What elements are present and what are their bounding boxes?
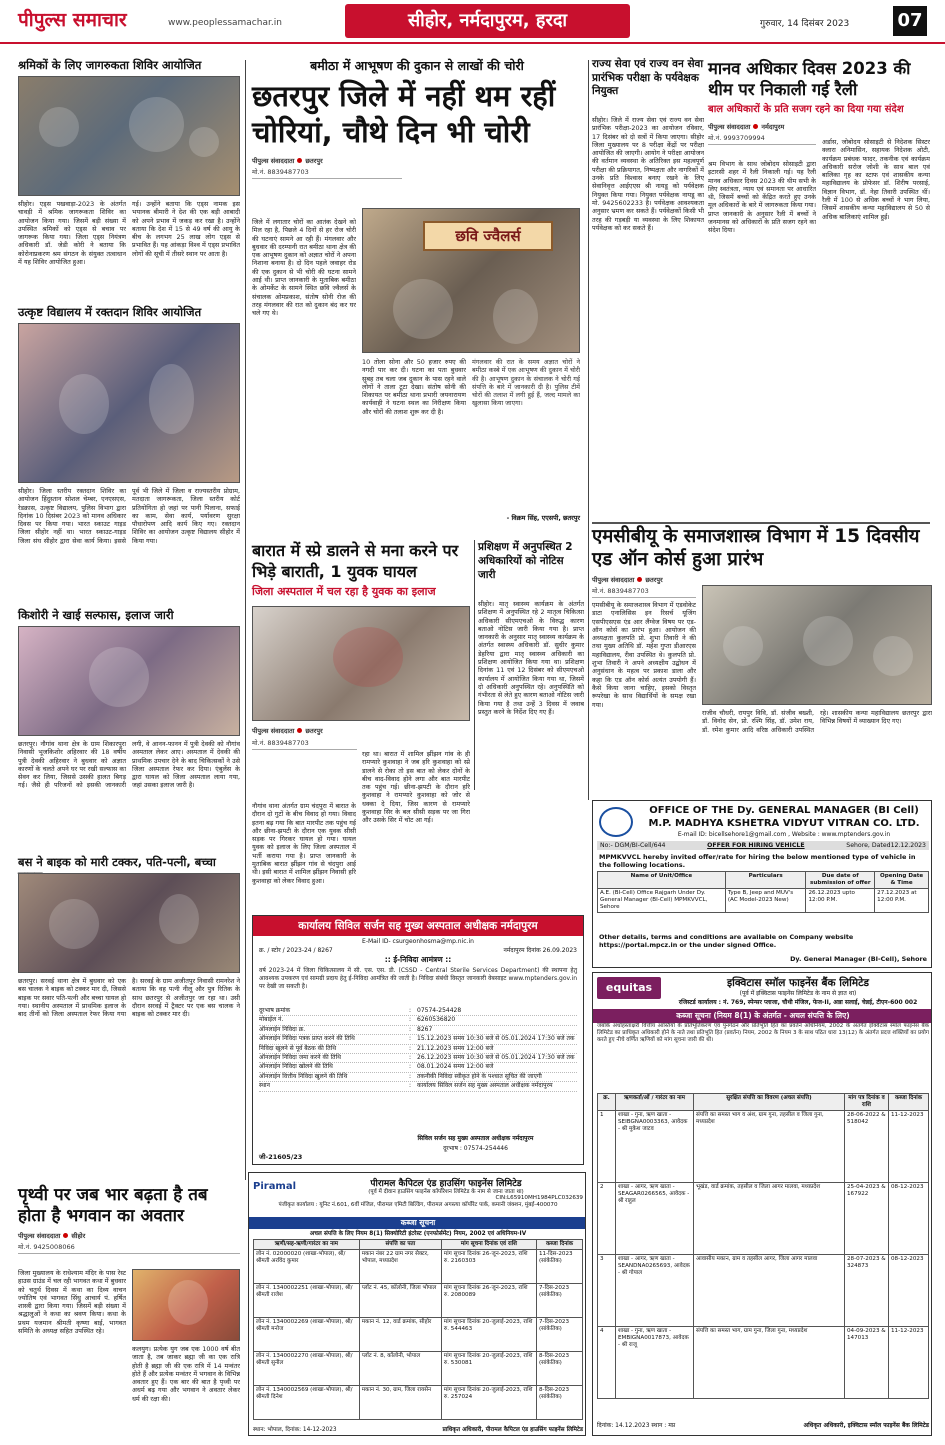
cs-detail-label: निविदा खुलने से पूर्व बैठक की तिथि bbox=[259, 1044, 337, 1052]
table-row bbox=[598, 889, 929, 913]
mcbu-body-b: राजीव चौधरी, रायपुर विवि, डॉ. संजीव बख्शी, डॉ. विनोद सेन, प्रो. रश्मि सिंह, डॉ. उमेश राय, डॉ. रमेश कुमार आदि वरिष्ठ अधिकारी उपस्थित रहे। शासकीय कन्या महाविद्यालय छतरपुर द्वारा विभिन्न विषयों में व्याख्यान दिए गए। bbox=[702, 709, 932, 734]
cs-detail-row: ऑनलाईन निविदा खोलने की तिथि : 08.01.2024 समय 12:00 बजे bbox=[259, 1063, 577, 1072]
equitas-logo: equitas bbox=[597, 977, 661, 999]
table-row bbox=[254, 1386, 583, 1420]
table-cell: 8-दिस-2023 (सांकेतिक) bbox=[537, 1352, 583, 1386]
cs-detail-row: ऑनलाईन वित्तीय निविदा खुलने की तिथि : तकनीकी निविदा स्वीकृत होने के पश्चात सूचित की जाएगी bbox=[259, 1073, 577, 1082]
mpkvvcl-date: Sehore, Dated12.12.2023 bbox=[846, 842, 926, 849]
website-url[interactable]: www.peoplessamachar.in bbox=[168, 18, 282, 28]
table-cell: लोन नं. 1340002251 (शाखा-भोपाल), श्री/श्रीमती राजेश bbox=[254, 1284, 360, 1318]
table-cell: मांग सूचना दिनांक 26-जून-2023, राशि रु. 2080089 bbox=[441, 1284, 536, 1318]
cs-detail-value: 07574-254428 bbox=[417, 1007, 462, 1014]
main-headline: छतरपुर जिले में नहीं थम रहीं चोरियां, चौथे दिन भी चोरी bbox=[252, 79, 556, 149]
story-kishori bbox=[18, 608, 240, 848]
mcbu-mobile: मो.नं. 8839487703 bbox=[592, 586, 696, 598]
table-row bbox=[254, 1318, 583, 1352]
mpkvvcl-note: Other details, terms and conditions are available on Company website https://portal.mpcz.in or the under signed Office. bbox=[599, 933, 854, 949]
table-cell: 27.12.2023 at 12:00 P.M. bbox=[875, 889, 929, 913]
mpkvvcl-signer: Dy. General Manager (BI-Cell), Sehore bbox=[790, 955, 927, 963]
mcbu-byline: पीपुल्स संवाददाता छतरपुर bbox=[592, 576, 663, 584]
story-headline: किशोरी ने खाई सल्फास, इलाज जारी bbox=[18, 608, 174, 622]
cs-detail-row: स्थान : कार्यालय सिविल सर्जन सह मुख्य अस्पताल अधीक्षक नर्मदापुरम bbox=[259, 1082, 577, 1091]
table-row bbox=[598, 1111, 929, 1183]
col-header: Due date of submission of offer bbox=[806, 872, 875, 889]
table-cell: लोन नं. 02000020 (शाखा-भोपाल), श्री/श्रीमती अरविंद कुमार bbox=[254, 1250, 360, 1284]
mcbu-story bbox=[592, 525, 932, 795]
cs-detail-row: निविदा खुलने से पूर्व बैठक की तिथि : 21.12.2023 समय 12:00 बजे bbox=[259, 1045, 577, 1054]
piramal-title: पीरामल कैपिटल एंड हाउसिंग फाइनेंस लिमिटेड bbox=[370, 1179, 522, 1189]
table-cell: लोन नं. 1340002270 (शाखा-भोपाल), श्री/श्रीमती सुनील bbox=[254, 1352, 360, 1386]
table-cell: 11-12-2023 bbox=[889, 1327, 929, 1399]
table-cell: लोन नं. 1340002269 (शाखा-भोपाल), श्री/श्रीमती मनोज bbox=[254, 1318, 360, 1352]
story-bhagwan bbox=[18, 1185, 240, 1435]
story-photo bbox=[18, 76, 240, 196]
cs-ji-no: जी-21605/23 bbox=[259, 1153, 303, 1161]
equitas-footer-left: दिनांक: 14.12.2023 स्थान : मप्र bbox=[597, 1422, 676, 1429]
table-cell: शाखा - गुना, ऋण खाता - EMBIGNA0017873, आवेदक - श्री राजू bbox=[616, 1327, 694, 1399]
main-byline: पीपुल्स संवाददाता छतरपुर bbox=[252, 157, 323, 165]
equitas-footer-right: अधिकृत अधिकारी, इक्विटास स्मॉल फाइनेंस बैंक लिमिटेड bbox=[803, 1422, 929, 1429]
cs-detail-row: दूरभाष क्रमांक : 07574-254428 bbox=[259, 1007, 577, 1016]
piramal-subtitle: (पूर्व में दीवान हाउसिंग फाइनेंस कॉर्पोरेशन लिमिटेड के नाम से जाना जाता था) bbox=[368, 1189, 524, 1195]
cs-detail-label: दूरभाष क्रमांक bbox=[259, 1007, 291, 1014]
main-photo-caption: मंगलवार की रात के समय अज्ञात चोरों ने बमीठा कस्बे में एक आभूषण की दुकान में चोरी की है। आभूषण दुकान के संचालक ने चोरी गई संपत्ति के बारे में जानकारी दी है। पुलिस टीमें चोरों की तलाश में लगी हुई हैं, जल्द मामले का खुलासा किया जाएगा। bbox=[472, 358, 580, 408]
table-cell: मांग सूचना दिनांक 26-जून-2023, राशि रु. 2160303 bbox=[441, 1250, 536, 1284]
equitas-notice-body: जबकि अधोहस्ताक्षरी वित्तीय आस्तियों के प्रतिभूतिकरण एवं पुनर्गठन और प्रतिभूति हित का प्रवर्तन अधिनियम, 2002 के अंतर्गत इक्विटास स्मॉल फाइनेंस बैंक लिमिटेड का प्राधिकृत अधिकारी होने के नाते तथा प्रतिभूति हित (प्रवर्तन) नियम, 2002 के नियम 3 के साथ पठित धारा 13(12) के अंतर्गत प्रदत्त शक्तियों का प्रयोग करते हुए नीचे वर्णित ऋणियों को मांग सूचना जारी की थी। bbox=[597, 1023, 929, 1044]
prashikshan-story bbox=[478, 540, 584, 910]
col-header: Name of Unit/Office bbox=[598, 872, 726, 889]
manav-body-b: अर्डास, जोबोदय सोसाइटी से निदेशक सिस्टर क्लारा अनिमासिन, सहायक निदेशक ओटी, कार्यक्रम प्रबंधक फादर, तकनीक एवं कार्यक्रम अधिकारी सरोज जोशी के साथ बाल एवं बालिका गृह का स्टाफ एवं शासकीय कन्या महाविद्यालय के प्रोफेसर डॉ. शिरीष परसाई, विज्ञान विभाग, डॉ. नेहा तिवारी उपस्थित थीं। रैली में 100 से अधिक बच्चों ने भाग लिया, जिसमें शासकीय कन्या महाविद्यालय से 50 से अधिक बालिकाएं शामिल हुईं। bbox=[822, 138, 930, 221]
table-cell: आवासीय मकान, ग्राम व तहसील आगर, जिला आगर मालवा bbox=[694, 1255, 845, 1327]
cs-detail-row: ऑनलाईन निविदा पत्रक प्राप्त करने की तिथि : 15.12.2023 समय 10:30 बजे से 05.01.2024 17:30 बजे तक bbox=[259, 1035, 577, 1044]
page-number: 07 bbox=[893, 6, 927, 36]
table-cell: मकान नंबर 22 ग्राम नगर सेक्टर, भोपाल, मध्यप्रदेश bbox=[359, 1250, 441, 1284]
piramal-notice-sub: अचल संपत्ति के लिए नियम 8(1) सिक्योरिटी इंटरेस्ट (एनफोर्समेंट) नियम, 2002 एवं अधिनियम-IV bbox=[309, 1231, 527, 1237]
cs-detail-label: ऑनलाईन निविदा पत्रक प्राप्त करने की तिथि bbox=[259, 1035, 355, 1043]
table-cell: मकान नं. 30, ग्राम, जिला रायसेन bbox=[359, 1386, 441, 1420]
table-cell: भूखंड, वार्ड क्रमांक, तहसील व जिला आगर मालवा, मध्यप्रदेश bbox=[694, 1183, 845, 1255]
prashikshan-headline: प्रशिक्षण में अनुपस्थित 2 अधिकारियों को नोटिस जारी bbox=[478, 541, 573, 581]
table-cell: प्लॉट नं. 8, कॉलोनी, भोपाल bbox=[359, 1352, 441, 1386]
story-photo bbox=[18, 873, 240, 973]
table-cell: 7-दिस-2023 (सांकेतिक) bbox=[537, 1284, 583, 1318]
story-body-b: कलयुग। प्रत्येक युग जब एक 1000 वर्ष बीत जाता है, तब जाकर ब्रह्मा जी का एक रात्रि होती है ब्रह्मा जी की एक रात्रि में 14 मन्वंतर होते हैं और प्रत्येक मन्वंतर में भगवान के विभिन्न अवतार हुए हैं। एक बार की बात है पृथ्वी पर अधर्म बढ़ गया और भगवान ने अवतार लेकर धर्म की रक्षा की। bbox=[132, 1345, 240, 1403]
main-quote-by: - विक्रम सिंह, एएसपी, छतरपुर bbox=[506, 514, 580, 522]
story-body: सीहोर। जिला स्तरीय रक्तदान शिविर का आयोजन हिंदुस्तान सोशल चेम्बर, एनएसएस, रेडक्रास, उत्कृष्ट विद्यालय, पुलिस विभाग द्वारा दिनांक 10 दिसंबर 2023 को मानव अधिकार दिवस पर किया गया। भारत स्काउट गाइड जिला सीहोर नहीं था। भारत स्काउट-गाइड जिला संघ सीहोर द्वारा सेवा कार्य किया। इससे पूर्व भी जिले में जिला व राज्यस्तरीय प्रोग्राम, मतदाता जागरूकता, जिला स्तरीय कोर्ट प्रतियोगिता हो जहां पर पानी पिलाना, सफाई का काम, सेवा कार्य, पर्यावरण सुरक्षा पौधारोपण आदि कार्य किए गए। रक्तदान शिविर का आयोजन उत्कृष्ट विद्यालय सीहोर में किया गया। bbox=[18, 487, 240, 545]
mpkvvcl-email[interactable]: E-mail ID: bicellsehore1@gmail.com , Website : www.mptenders.gov.in bbox=[677, 831, 891, 838]
manav-byline: पीपुल्स संवाददाता नर्मदापुरम bbox=[708, 123, 785, 131]
section-title: सीहोर, नर्मदापुरम, हरदा bbox=[407, 10, 568, 31]
story-byline: पीपुल्स संवाददाता सीहोर bbox=[18, 1232, 86, 1240]
story-raktdan bbox=[18, 305, 240, 605]
col-header: मांग सूचना दिनांक एवं राशि bbox=[441, 1240, 536, 1250]
cs-detail-row: मोबाईल नं. : 6260536820 bbox=[259, 1016, 577, 1025]
rajya-headline: राज्य सेवा एवं राज्य वन सेवा प्रारंभिक परीक्षा के पर्यवेक्षक नियुक्त bbox=[592, 58, 704, 97]
table-cell: 4 bbox=[598, 1327, 616, 1399]
table-cell: शाखा - गुना, ऋण खाता - SEIBGNA0003363, आवेदक - श्री मुकेश जाटव bbox=[616, 1111, 694, 1183]
table-cell: 08-12-2023 bbox=[889, 1255, 929, 1327]
piramal-address: पंजीकृत कार्यालय : यूनिट नं.601, 6वीं मंजिल, पीरामल एमिटी बिल्डिंग, पीरामल अगस्त्या कॉर्पोरेट पार्क, कमानी जंक्शन, मुंबई-400070 bbox=[278, 1202, 558, 1208]
table-row bbox=[254, 1352, 583, 1386]
rally-photo bbox=[592, 522, 930, 524]
barat-photo bbox=[252, 606, 470, 721]
story-headline: उत्कृष्ट विद्यालय में रक्तदान शिविर आयोजित bbox=[18, 305, 202, 319]
cs-date: नर्मदापुरम दिनांक 26.09.2023 bbox=[503, 947, 577, 954]
story-shramik bbox=[18, 58, 240, 298]
masthead bbox=[0, 0, 945, 44]
cs-detail-value: 6260536820 bbox=[417, 1016, 456, 1024]
barat-byline: पीपुल्स संवाददाता छतरपुर bbox=[252, 727, 323, 735]
cs-signer: सिविल सर्जन सह मुख्य अस्पताल अधीक्षक नर्मदापुरम bbox=[417, 1135, 534, 1142]
col-header: क्र. bbox=[598, 1094, 616, 1111]
cs-detail-row: ऑनलाईन निविदा जमा करने की तिथि : 26.12.2023 समय 10:30 बजे से 05.01.2024 17:30 बजे तक bbox=[259, 1054, 577, 1063]
cs-detail-label: ऑनलाईन वित्तीय निविदा खुलने की तिथि bbox=[259, 1072, 348, 1080]
cs-detail-label: ऑनलाईन निविदा क्र. bbox=[259, 1025, 306, 1033]
cs-ref: क्र. / स्टोर / 2023-24 / 8267 bbox=[259, 947, 333, 954]
equitas-title: इक्विटास स्मॉल फाइनेंस बैंक लिमिटेड bbox=[726, 977, 870, 989]
piramal-cin: CIN:L65910MH1984PLC032639 bbox=[495, 1195, 583, 1201]
table-cell: 08-12-2023 bbox=[889, 1183, 929, 1255]
table-cell: A.E. (BI-Cell) Office Rajgarh Under Dy. General Manager (BI-Cell) MPMKVVCL, Sehore bbox=[598, 889, 726, 913]
table-row bbox=[598, 1183, 929, 1255]
cs-detail-label: ऑनलाईन निविदा जमा करने की तिथि bbox=[259, 1054, 341, 1062]
story-headline: पृथ्वी पर जब भार बढ़ता है तब होता है भगवान का अवतार bbox=[18, 1185, 208, 1226]
cs-notice-title: :: ई-निविदा आमंत्रण :: bbox=[384, 955, 452, 964]
table-cell: शाखा - आगर, ऋण खाता - SEANDNA0265693, आवेदक - श्री गोपाल bbox=[616, 1255, 694, 1327]
table-row bbox=[254, 1250, 583, 1284]
shop-signboard: छवि ज्वैलर्स bbox=[423, 221, 553, 251]
equitas-subtitle: (पूर्व में इक्विटास फाइनेंस लिमिटेड के नाम से ज्ञात था) bbox=[739, 990, 857, 997]
table-cell: 04-09-2023 & 147013 bbox=[845, 1327, 889, 1399]
piramal-footer-right: प्राधिकृत अधिकारी, पीरामल कैपिटल एंड हाउसिंग फाइनेंस लिमिटेड bbox=[442, 1427, 583, 1433]
table-row bbox=[598, 1255, 929, 1327]
table-cell: लोन नं. 1340002569 (शाखा-भोपाल), श्री/श्रीमती दिनेश bbox=[254, 1386, 360, 1420]
table-row bbox=[254, 1284, 583, 1318]
col-header: कब्जा दिनांक bbox=[889, 1094, 929, 1111]
cs-detail-label: स्थान bbox=[259, 1082, 270, 1090]
cs-intro: वर्ष 2023-24 में जिला चिकित्सालय में सी. एस. एस. डी. (CSSD - Central Sterile Services Department) की स्थापना हेतु आवश्यक उपकरण एवं सामग्री प्रदाय हेतु ई-निविदा आमंत्रित की जाती है। निविदा संबंधी विस्तृत जानकारी वेबसाइट www.mptenders.gov.in पर देखी जा सकती है। bbox=[259, 967, 577, 990]
col-header: कब्जा दिनांक bbox=[537, 1240, 583, 1250]
manav-headline: मानव अधिकार दिवस 2023 की थीम पर निकाली गई रैली bbox=[708, 59, 911, 99]
table-cell: संपत्ति का समस्त भाग, ग्राम गुना, जिला गुना, मध्यप्रदेश bbox=[694, 1327, 845, 1399]
cs-detail-label: ऑनलाईन निविदा खोलने की तिथि bbox=[259, 1063, 333, 1071]
rajya-seva-story bbox=[592, 58, 704, 518]
piramal-logo: Piramal bbox=[253, 1181, 297, 1192]
cs-detail-value: 26.12.2023 समय 10:30 बजे से 05.01.2024 17:30 बजे तक bbox=[417, 1054, 575, 1062]
manav-story bbox=[708, 58, 930, 528]
story-photo bbox=[132, 1269, 240, 1341]
manav-subhead: बाल अधिकारों के प्रति सजग रहने का दिया गया संदेश bbox=[708, 104, 904, 115]
table-cell: 8-दिस-2023 (सांकेतिक) bbox=[537, 1386, 583, 1420]
main-mobile: मो.नं. 8839487703 bbox=[252, 167, 402, 179]
table-cell: 7-दिस-2023 (सांकेतिक) bbox=[537, 1318, 583, 1352]
cs-detail-value: 15.12.2023 समय 10:30 बजे से 05.01.2024 17:30 बजे तक bbox=[417, 1035, 575, 1043]
mpkvvcl-ad bbox=[592, 800, 932, 968]
brand-logo: पीपुल्स समाचार bbox=[18, 9, 127, 31]
equitas-table bbox=[597, 1093, 929, 1399]
story-body: गई। उन्होंने बताया कि एड्स नामक इस भयानक बीमारी ने देश की एक बड़ी आबादी को अपने प्रभाव में जकड़ कर रखा है। उन्होंने बताया कि देश में 15 से 49 वर्ष की आयु के बीच के लगभग 25 लाख लोग एड्स से प्रभावित हैं। यह आंकड़ा विश्व में एड्स प्रभावित लोगों की सूची में तीसरे स्थान पर आता है। bbox=[132, 200, 240, 258]
story-headline: बस ने बाइक को मारी टक्कर, पति-पत्नी, बच्चा bbox=[18, 855, 216, 869]
cs-detail-value: तकनीकी निविदा स्वीकृत होने के पश्चात सूचित की जाएगी bbox=[417, 1072, 542, 1080]
story-headline: श्रमिकों के लिए जागरुकता शिविर आयोजित bbox=[18, 58, 202, 72]
barat-subhead: जिला अस्पताल में चल रहा है युवक का इलाज bbox=[252, 585, 436, 598]
table-cell: मांग सूचना दिनांक 20-जुलाई-2023, राशि रु. 530081 bbox=[441, 1352, 536, 1386]
mpkvvcl-offer: OFFER FOR HIRING VEHICLE bbox=[707, 842, 805, 849]
mpkvvcl-intro: MPMKVVCL hereby invited offer/rate for hiring the below mentioned type of vehicle in the following locations. bbox=[599, 853, 916, 869]
mcbu-headline: एमसीबीयू के समाजशास्त्र विभाग में 15 दिवसीय एड ऑन कोर्स हुआ प्रारंभ bbox=[592, 526, 920, 570]
col-header: ऋणी/सह-ऋणी/गारंटर का नाम bbox=[254, 1240, 360, 1250]
cs-detail-row: ऑनलाईन निविदा क्र. : 8267 bbox=[259, 1026, 577, 1035]
mpkvvcl-table bbox=[597, 871, 929, 913]
main-kicker: बमीठा में आभूषण की दुकान से लाखों की चोरी bbox=[310, 58, 524, 73]
table-cell: संपत्ति का समस्त भाग व अंश, ग्राम गुना, तहसील व जिला गुना, मध्यप्रदेश bbox=[694, 1111, 845, 1183]
table-row bbox=[598, 1327, 929, 1399]
table-cell: प्लॉट नं. 45, कॉलोनी, जिला भोपाल bbox=[359, 1284, 441, 1318]
cs-detail-value: 21.12.2023 समय 12:00 बजे bbox=[417, 1044, 494, 1052]
equitas-address: रजिस्टर्ड कार्यालय : नं. 769, स्पेन्सर प्लाजा, चौथी मंजिल, फेज-II, अन्ना सलाई, चेन्नई, टीएन-600 002 bbox=[678, 999, 918, 1006]
cs-detail-value: 8267 bbox=[417, 1025, 433, 1033]
main-story bbox=[252, 58, 582, 533]
table-cell: 1 bbox=[598, 1111, 616, 1183]
table-cell: मांग सूचना दिनांक 20-जुलाई-2023, राशि रु. 257024 bbox=[441, 1386, 536, 1420]
manav-body-a: श्रम विभाग के साथ जोबोदय सोसाइटी द्वारा इटारसी शहर में रैली निकाली गई। यह रैली मानव अधिकार दिवस 2023 की थीम सभी के लिए स्वतंत्रता, न्याय एवं समानता पर आधारित थी, जिसमें बच्चों को केंद्रित करते हुए उनके मूल अधिकारों के बारे में जागरुकता किया गया। प्राप्त जानकारी के अनुसार रैली में बच्चों ने जनमानस को अधिकारों के प्रति सजग रहने का संदेश दिया। bbox=[708, 160, 816, 235]
prashikshan-body: सीहोर। मातृ स्वास्थ्य कार्यक्रम के अंतर्गत प्रशिक्षण में अनुपस्थित रहे 2 मातृत्व चिकित्सा अधिकारी सीएमएचओ के विरुद्ध कारण बताओ नोटिस जारी किया गया है। प्राप्त जानकारी के अनुसार मातृ स्वास्थ्य कार्यक्रम के अंतर्गत स्वास्थ्य अधिकारी डॉ. सुधीर कुमार डेहरिया द्वारा मातृ स्वास्थ्य अधिकारी का प्रशिक्षण आयोजित किया गया था। प्रशिक्षण दिनांक 11 एवं 12 दिसंबर को सीएमएचओ कार्यालय में आयोजित किया गया था, जिसमें दो अधिकारी अनुपस्थित रहे। अनुपस्थिति को गंभीरता से लेते हुए कारण बताओ नोटिस जारी किया गया है तथा उन्हें 3 दिवस में जवाब प्रस्तुत करने के निर्देश दिए गए हैं। bbox=[478, 600, 584, 716]
story-bus bbox=[18, 855, 240, 1065]
table-cell: 26.12.2023 upto 12:00 P.M. bbox=[806, 889, 875, 913]
col-header: Opening Date & Time bbox=[875, 872, 929, 889]
table-cell: 11-12-2023 bbox=[889, 1111, 929, 1183]
mpkvvcl-title2: M.P. MADHYA KSHETRA VIDYUT VITRAN CO. LTD. bbox=[648, 818, 920, 829]
equitas-notice-title: कब्जा सूचना (नियम 8(1) के अंतर्गत - अचल संपत्ति के लिए) bbox=[593, 1009, 932, 1023]
mpkvvcl-title1: OFFICE OF THE Dy. GENERAL MANAGER (BI Cell) bbox=[649, 805, 919, 816]
mcbu-body: एमसीबीयू के समाजशास्त्र विभाग में एडवोकेट डाटा एनालिसिस इन रिसर्च यूजिंग एसपीएसएस एंड आर लैंग्वेज विषय पर एड-ऑन कोर्स का प्रारंभ हुआ। आयोजन की अध्यक्षता कुलपति प्रो. शुभा तिवारी ने की तथा मुख्य अतिथि डॉ. महेश गुप्ता डीआरएस महाविद्यालय, रीवा उपस्थित थे। कुलपति प्रो. शुभा तिवारी ने अपने अध्यक्षीय उद्बोधन में अनुसंधान के महत्व पर प्रकाश डाला और कहा कि एड ऑन कोर्स अत्यंत उपयोगी हैं। कैसे किया जाना चाहिए, इसको विस्तृत रूपरेखा के साथ विद्यार्थियों के समक्ष रखा गया। bbox=[592, 601, 696, 709]
cs-phone: दूरभाष : 07574-254446 bbox=[443, 1145, 508, 1152]
table-cell: 2 bbox=[598, 1183, 616, 1255]
civil-surgeon-ad bbox=[252, 915, 584, 1165]
issue-date: गुरुवार, 14 दिसंबर 2023 bbox=[760, 19, 850, 29]
mcbu-photo bbox=[702, 585, 932, 705]
main-col-a: जिले में लगातार चोरों का आतंक देखने को मिल रहा है, पिछले 4 दिनों से हर रोज चोरी की घटनाएं सामने आ रही हैं। मंगलवार और बुधवार की दरम्यानी रात बमीठा थाना क्षेत्र की एक आभूषण दुकान को अज्ञात चोरों ने अपना निशाना बनाया है। दो दिन पहले जवाहर रोड की एक दुकान से भी चोरी की घटना सामने आई थी। प्राप्त जानकारी के मुताबिक बमीठा के ओमर्केट के सामने स्थित छवि ज्वैलर्स के संचालक ओमप्रकाश, संतोष सोनी रोज की तरह मंगलवार की रात को दुकान बंद कर घर चले गए थे। bbox=[252, 218, 356, 318]
piramal-table bbox=[253, 1239, 583, 1420]
col-header: ऋणकर्ता/ओं / गारंटर का नाम bbox=[616, 1094, 694, 1111]
piramal-footer-left: स्थान: भोपाल, दिनांक: 14-12-2023 bbox=[253, 1427, 337, 1433]
barat-body-a: नौगांव थाना अंतर्गत ग्राम चंदपुरा में बारात के दौरान दो गुटों के बीच विवाद हो गया। विवाद इतना बढ़ गया कि बात मारपीट तक पहुंच गई और छीना-झपटी के दौरान एक युवक सीसी सड़क पर गिरकर घायल हो गया। घायल युवक को इलाज के लिए जिला अस्पताल में भर्ती कराया गया है। प्राप्त जानकारी के मुताबिक बारात झींझन गांव से चंदपुरा आई थी। इसी बारात में शामिल झींझन निवासी हरि कुशवाहा को लेकर विवाद हुआ। bbox=[252, 802, 356, 885]
table-cell: 11-दिस-2023 (सांकेतिक) bbox=[537, 1250, 583, 1284]
table-cell: 28-07-2023 & 324873 bbox=[845, 1255, 889, 1327]
barat-body-b: रहा था। बारात में शामिल झींझन गांव के ही रामप्यारे कुशवाहा ने जब हरि कुशवाहा को स्प्रे डालने से रोका तो इस बात को लेकर दोनों के बीच वाद-विवाद होने लगा और बात मारपीट तक पहुंच गई। छीना-झपटी के दौरान हरि कुशवाहा ने रामप्यारे कुशवाहा को जोर से धक्का दे दिया, जिस कारण से रामप्यारे कुशवाहा सिर के बल सीसी सड़क पर जा गिरा और उसके सिर में चोट आ गई। bbox=[362, 750, 470, 825]
table-cell: Type B, Jeep and MUV's (AC Model-2023 New) bbox=[725, 889, 806, 913]
piramal-notice-title: कब्जा सूचना bbox=[249, 1217, 586, 1229]
table-cell: 3 bbox=[598, 1255, 616, 1327]
story-body-a: जिला मुख्यालय के राधेश्याम मंदिर के पास रेस्ट हाउस ग्राउंड में चल रही भागवत कथा में बुधवार को चतुर्थ दिवस में कथा का दिव्य वाचन ज्योतिष एवं भागवत सिंधु आचार्य पं. हर्षित शास्त्री द्वारा किया गया। जिसमें बड़ी संख्या में श्रद्धालुओं ने कथा का श्रवण किया। कथा के प्रथम यजमान श्रीमती कृष्णा बाई, भागवत समिति के अध्यक्ष सहित उपस्थित रहे। bbox=[18, 1269, 126, 1336]
col-header: Particulars bbox=[725, 872, 806, 889]
mpkvvcl-logo bbox=[599, 807, 633, 837]
equitas-ad bbox=[592, 972, 932, 1436]
main-photo bbox=[362, 208, 580, 353]
cs-detail-label: मोबाईल नं. bbox=[259, 1016, 284, 1024]
col-header: सुरक्षित संपत्ति का विवरण (अचल संपत्ति) bbox=[694, 1094, 845, 1111]
cs-detail-value: 08.01.2024 समय 12:00 बजे bbox=[417, 1063, 494, 1071]
cs-detail-list bbox=[253, 1005, 583, 1094]
story-body: छतरपुर। नौगांव थाना क्षेत्र के ग्राम शिकारपुरा निवासी भूजकिशोर अहिरवार की 18 वर्षीय पुत्री देवकी अहिरवार ने बुधवार को अज्ञात कारणों के चलते अपने घर पर रखी सल्फास का सेवन कर लिया, जिससे उसकी हालत बिगड़ गई। जैसे ही परिजनों को इसकी जानकारी लगी, वे आनन-फानन में पुत्री देवकी को नौगांव अस्पताल लेकर आए। अस्पताल में देवकी की प्राथमिक उपचार देने के बाद चिकित्सकों ने उसे जिला अस्पताल रेफर कर दिया। एंबुलेंस के द्वारा घायल को जिला अस्पताल लाया गया, जहां उसका इलाज जारी है। bbox=[18, 740, 240, 790]
story-photo bbox=[18, 323, 240, 483]
cs-title: कार्यालय सिविल सर्जन सह मुख्य अस्पताल अधीक्षक नर्मदापुरम bbox=[253, 916, 583, 936]
cs-detail-value: कार्यालय सिविल सर्जन सह मुख्य अस्पताल अधीक्षक नर्मदापुरम bbox=[417, 1082, 553, 1090]
table-cell: 25-04-2023 & 167922 bbox=[845, 1183, 889, 1255]
barat-mobile: मो.नं. 8839487703 bbox=[252, 738, 357, 750]
barat-headline: बारात में स्प्रे डालने से मना करने पर भिड़े बाराती, 1 युवक घायल bbox=[252, 541, 459, 581]
story-body: छतरपुर। सरवई थाना क्षेत्र में बुधवार को एक बस चालक ने बाइक को टक्कर मार दी, जिससे बाइक पर सवार पति-पत्नी और बच्चा घायल हो गया। स्थानीय अस्पताल में प्राथमिक इलाज के बाद तीनों को जिला अस्पताल रेफर किया गया है। सरवई के ग्राम अजीतपुर निवासी रामनरेश ने बताया कि वह पत्नी नीलू और पुत्र रितिक के साथ छतरपुर से अजीतपुर जा रहा था। उसी दौरान सरवई में ट्रैक्टर पर एक बस चालक ने बाइक को टक्कर मार दी। bbox=[18, 977, 240, 1019]
piramal-ad bbox=[248, 1172, 586, 1436]
rajya-body: सीहोर। जिले में राज्य सेवा एवं राज्य वन सेवा प्रारंभिक परीक्षा-2023 का आयोजन रविवार, 17 दिसंबर को दो सत्रों में किया जाएगा। सीहोर जिला मुख्यालय पर 8 परीक्षा केंद्रों पर परीक्षा आयोजित की जाएगी। आयोग ने परीक्षा आयोजन की वर्तमान व्यवस्था के अतिरिक्त इस महत्वपूर्ण परीक्षा की प्रक्रियागत, निष्पक्षता और नागरिकों में उनके प्रति विश्वास बनाए रखने के लिए सेवानिवृत्त आईएएस श्री नायडू को पर्यवेक्षक नियुक्त किया गया। नियुक्त पर्यवेक्षक नायडू का मो. 9425602233 है। पर्यवेक्षक आवश्यकता अनुसार भ्रमण कर सकते हैं। पर्यवेक्षकों किसी भी तरह की गड़बड़ी या व्यवस्था के लिए शिकायत पर्यवेक्षक को कर सकते हैं। bbox=[592, 116, 704, 232]
story-photo bbox=[18, 626, 240, 736]
col-header: संपत्ति का पता bbox=[359, 1240, 441, 1250]
main-col-b: 10 तोला सोना और 50 हजार रुपए की नगदी पार कर दी। घटना का पता बुधवार सुबह तब चला जब दुकान के पास रहने वाले लोगों ने ताला टूटा देखा। संतोष सोनी की शिकायत पर बमीठा थाना प्रभारी जयनारायण कार्यवाही ने घटना स्थल का निरीक्षण किया और चोरों की तलाश शुरू कर दी है। bbox=[362, 358, 466, 416]
table-cell: 28-06-2022 & 518042 bbox=[845, 1111, 889, 1183]
table-cell: मांग सूचना दिनांक 20-जुलाई-2023, राशि रु. 544463 bbox=[441, 1318, 536, 1352]
table-cell: शाखा - आगर, ऋण खाता - SEAGAR0266565, आवेदक - श्री राहुल bbox=[616, 1183, 694, 1255]
table-cell: मकान नं. 12, वार्ड क्रमांक, सीहोर bbox=[359, 1318, 441, 1352]
manav-mobile: मो.नं. 9993709994 bbox=[708, 133, 816, 145]
story-mobile: मो.नं. 9425008066 bbox=[18, 1242, 240, 1254]
cs-email[interactable]: E-Mail ID- csurgeonhosma@mp.nic.in bbox=[362, 938, 474, 945]
col-header: मांग पत्र दिनांक व राशि bbox=[845, 1094, 889, 1111]
story-caption: सीहोर। एड्स पखवाड़ा-2023 के अंतर्गत चावड़ी में श्रमिक जागरूकता शिविर का आयोजन किया गया। जिसमें बड़ी संख्या में उपस्थित श्रमिकों को एड्स से बचाव पर जागरूक किया गया। जिला एड्स नियंत्रण अधिकारी डॉ. जेडी कोरी ने बताया कि कोरोनाप्रकरण श्रम संगठन के संयुक्त तत्वाधान में यह शिविर आयोजित हुआ। bbox=[18, 200, 126, 267]
mpkvvcl-ref: No:- DGM/BI-Cell/644 bbox=[600, 842, 666, 849]
section-banner bbox=[345, 4, 630, 38]
